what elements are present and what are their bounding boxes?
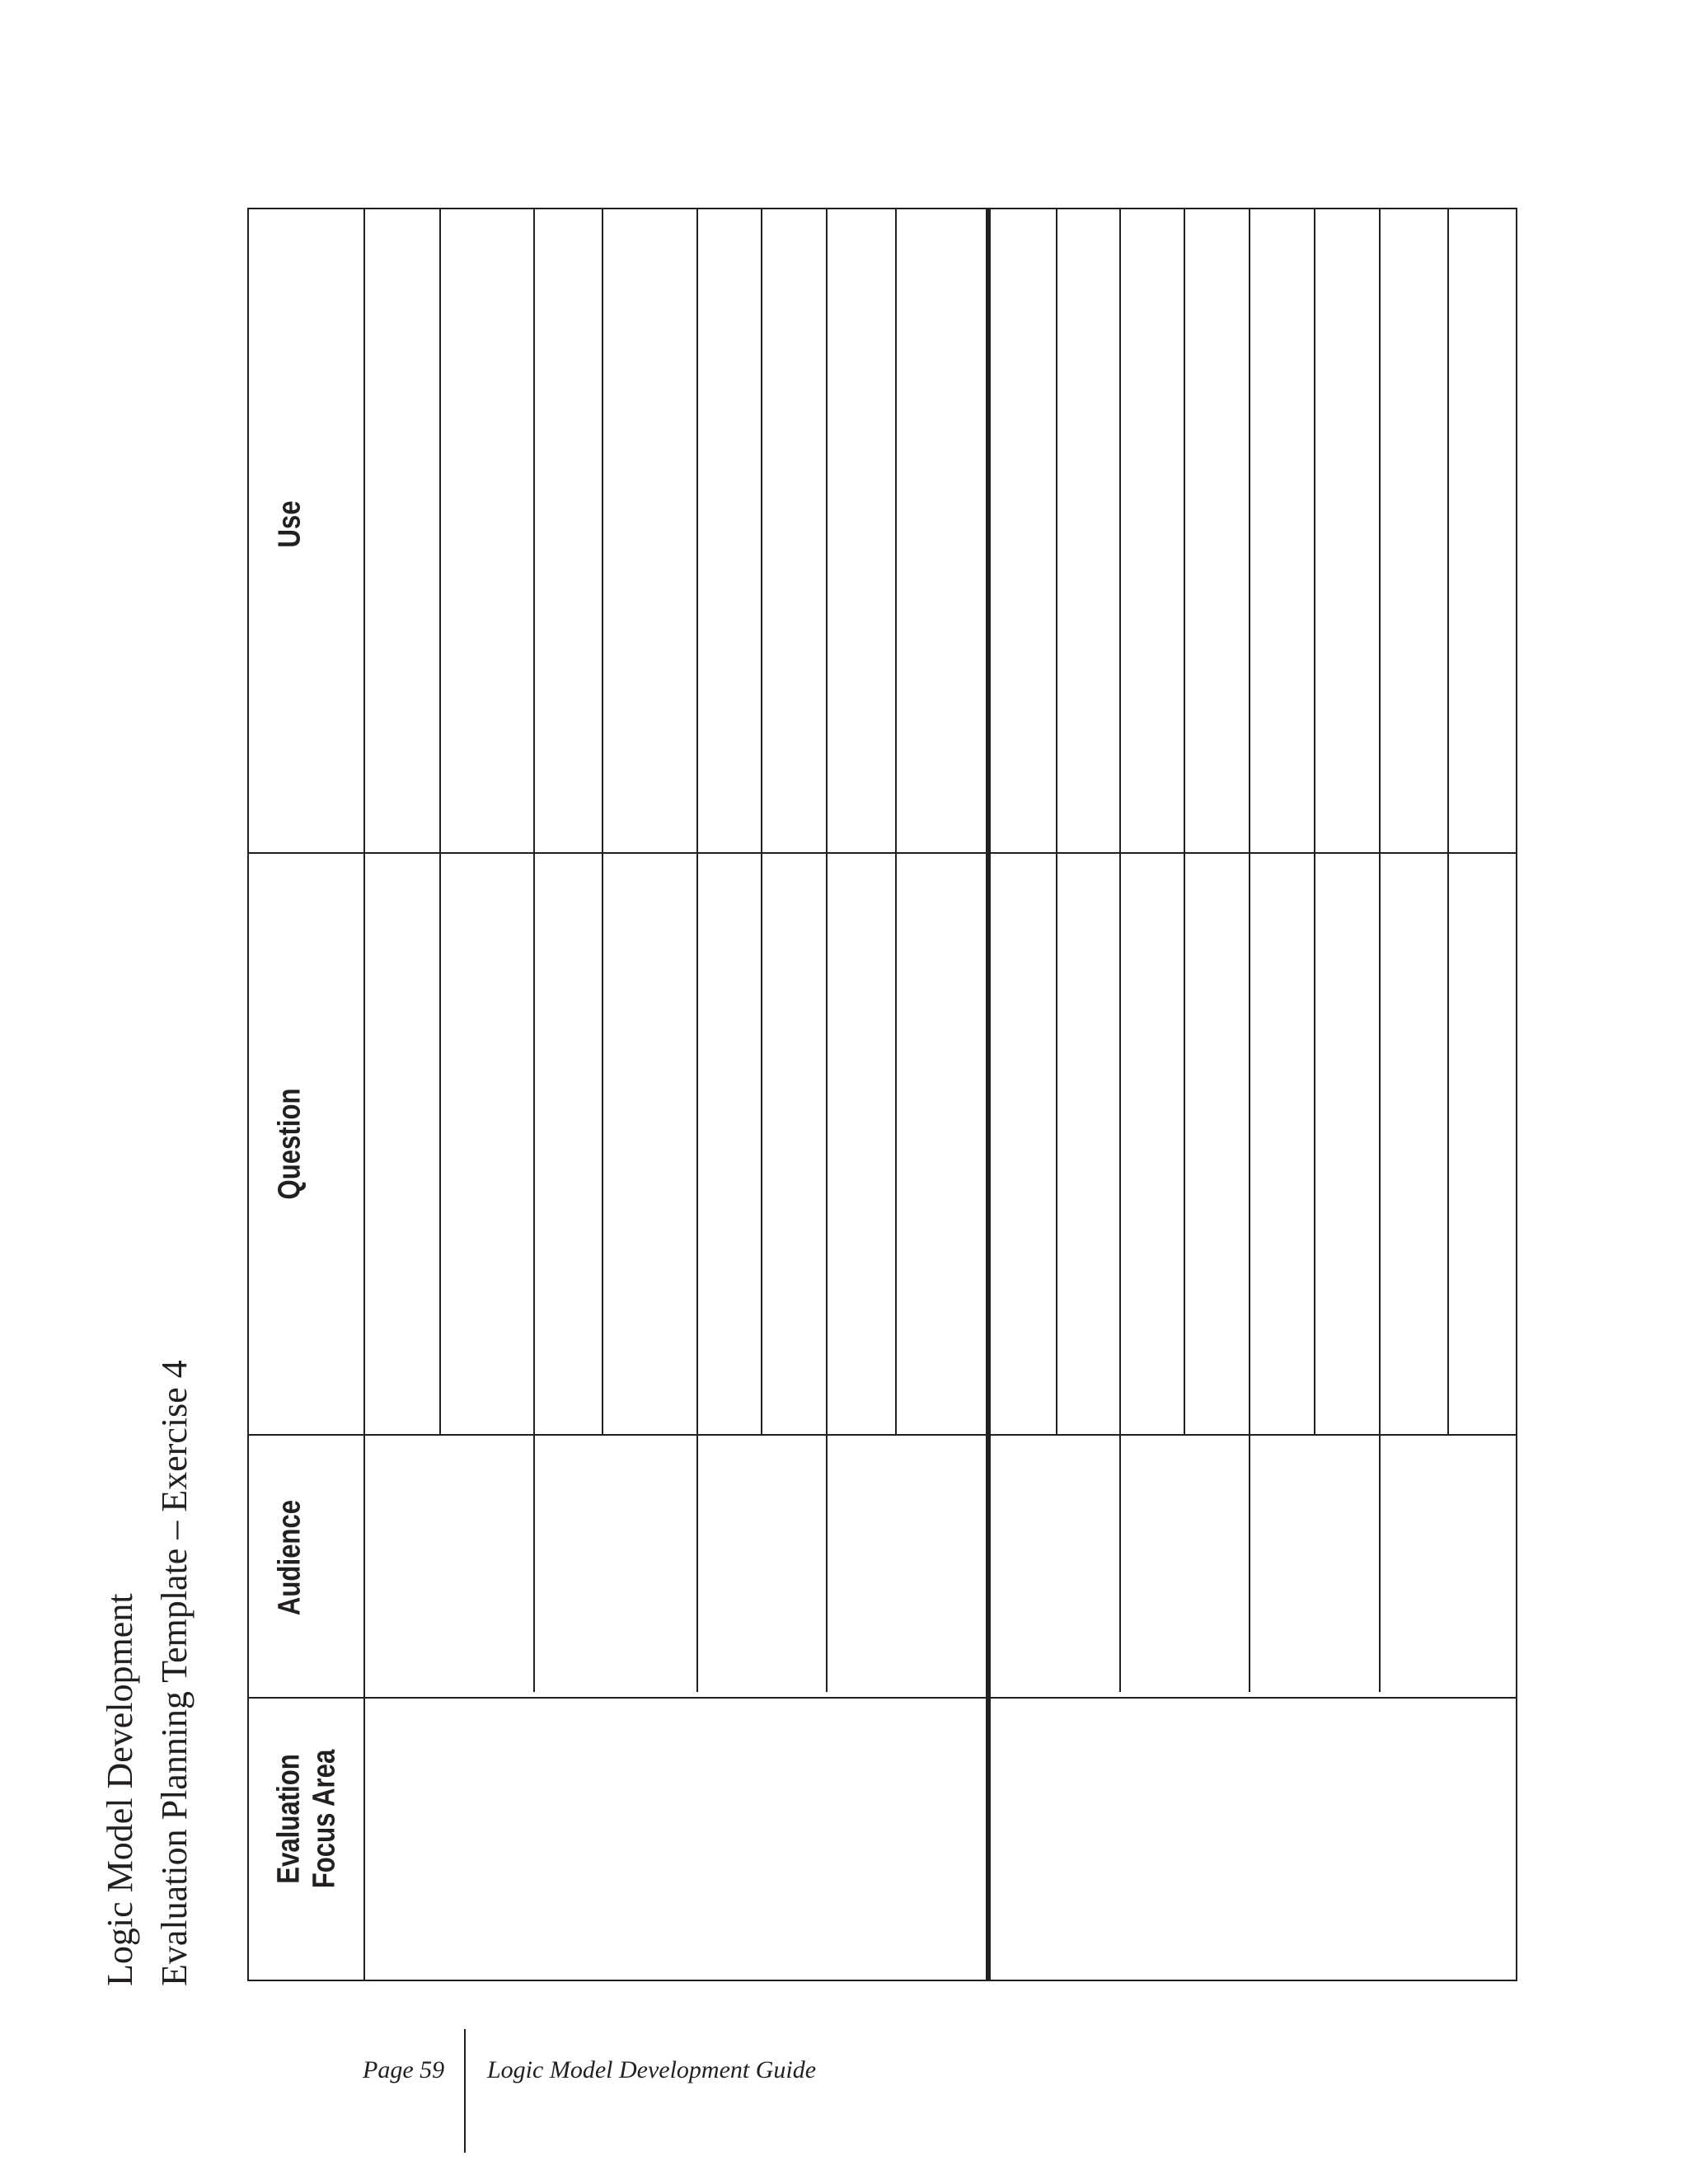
focus-area-label-line2: Focus Area [307,1749,341,1889]
footer-divider [464,2029,466,2153]
column-header-use: Use [272,500,307,548]
document-subtitle: Evaluation Planning Template – Exercise 4 [154,1360,195,1986]
focus-area-label-line1: Evaluation [271,1754,307,1884]
table-border [248,209,1517,1980]
column-header-question: Question [272,1088,307,1200]
column-header-audience: Audience [272,1499,307,1616]
column-header-focus-area [271,1750,341,1889]
footer-page-number: Page 59 [363,2056,445,2083]
footer-guide-title: Logic Model Development Guide [487,2056,817,2083]
document-title: Logic Model Development [100,1593,140,1986]
